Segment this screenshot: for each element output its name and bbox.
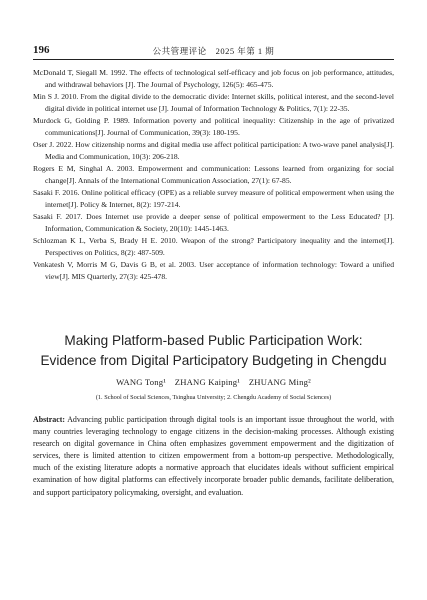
- reference-item: McDonald T, Siegall M. 1992. The effects of technological self-efficacy and job focus on job performance, attitudes, and withdrawal behaviors [J]. The Journal of Psychology, 126(5): 465-475.: [33, 68, 394, 89]
- article-authors: WANG Tong¹ ZHANG Kaiping¹ ZHUANG Ming²: [116, 377, 311, 387]
- reference-item: Murdock G, Golding P. 1989. Information poverty and political inequality: Citizenship in the age of privatized communications[J]. Journal of Communication, 39(3): 180-195.: [33, 115, 394, 137]
- article-title-line-1: Making Platform-based Public Participation Work:: [64, 333, 363, 348]
- page-number: 196: [33, 44, 50, 56]
- reference-item: Rogers E M, Singhal A. 2003. Empowerment and communication: Lessons learned from organizing for social change[J]. Annals of the International Communication Association, 27(1): 67-85.: [33, 163, 394, 185]
- running-title: 公共管理评论 2025 年第 1 期: [152, 46, 275, 56]
- header-rule: [33, 59, 394, 60]
- abstract: [33, 414, 394, 499]
- reference-item: Schlozman K L, Verba S, Brady H E. 2010. Weapon of the strong? Participatory inequality and the internet[J]. Perspectives on Politics, 8(2): 487-509.: [33, 235, 394, 257]
- reference-item: Sasaki F. 2016. Online political efficacy (OPE) as a reliable survey measure of political empowerment when using the internet[J]. Policy & Internet, 8(2): 197-214.: [33, 187, 394, 209]
- reference-item: Venkatesh V, Morris M G, Davis G B, et al. 2003. User acceptance of information technology: Toward a unified view[J]. MIS Quarterly, 27(3): 425-478.: [33, 259, 394, 281]
- article-title: [33, 331, 394, 370]
- reference-item: Min S J. 2010. From the digital divide to the democratic divide: Internet skills, political interest, and the second-level digital divide in political internet use [J]. Journal of Information Technology & Politics, 7(1): 22-35.: [33, 91, 394, 113]
- article-title-line-2: Evidence from Digital Participatory Budgeting in Chengdu: [40, 352, 387, 368]
- abstract-text: Advancing public participation through digital tools is an important issue throughout the world, with many countries leveraging technology to engage citizens in the decision-making processes. Although existing research on digital governance in China often emphasizes government empowerment and the digitization of services, there is limited attention to citizen empowerment from a bottom-up perspective. Methodologically, much of the existing literature adopts a normative approach that elucidates ideals without sufficient empirical examination of how digital platforms can effectively incorporate broader public demands, facilitate deliberation, and support participatory policymaking, oversight, and evaluation.: [33, 415, 394, 497]
- author-affiliations: (1. School of Social Sciences, Tsinghua University; 2. Chengdu Academy of Social Sciences): [95, 394, 332, 401]
- abstract-label: Abstract:: [33, 415, 65, 424]
- reference-list: [33, 67, 394, 282]
- reference-item: Oser J. 2022. How citizenship norms and digital media use affect political participation: A two-wave panel analysis[J]. Media and Communication, 10(3): 206-218.: [33, 139, 394, 161]
- page-header: [33, 44, 394, 59]
- reference-item: Sasaki F. 2017. Does Internet use provide a deeper sense of political empowerment to the Less Educated? [J]. Information, Communication & Society, 20(10): 1445-1463.: [33, 211, 394, 233]
